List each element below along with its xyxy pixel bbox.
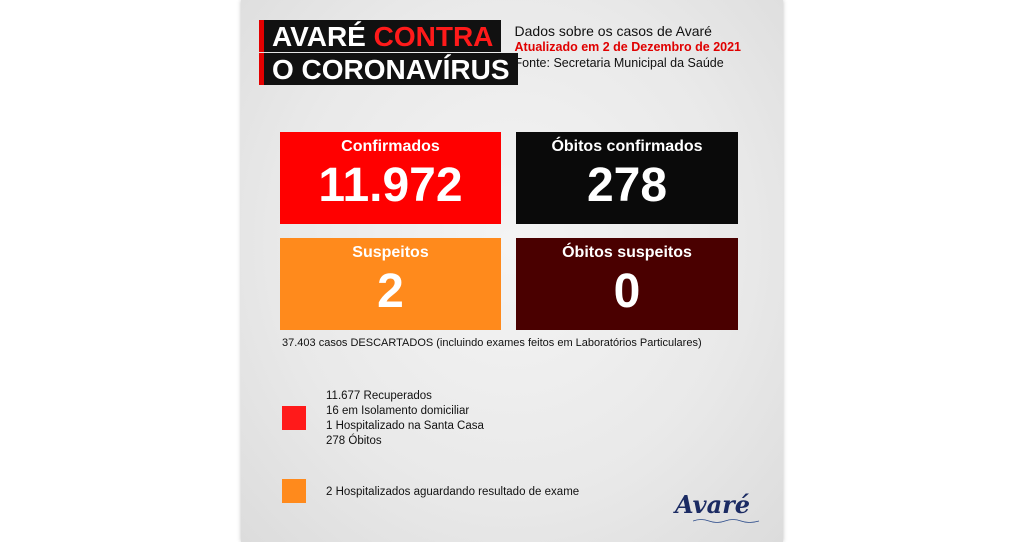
title-line-1 xyxy=(259,20,501,52)
confirmados-value: 11.972 xyxy=(318,159,463,212)
logo-wordmark: Avaré xyxy=(675,490,751,519)
suspeitos-box xyxy=(280,238,501,330)
title-line-2: O CORONAVÍRUS xyxy=(259,53,518,85)
infographic-card xyxy=(241,0,783,542)
obitos-suspeitos-label: Óbitos suspeitos xyxy=(562,244,692,261)
title-block xyxy=(259,20,518,85)
logo-slogan-scribble xyxy=(693,518,763,524)
obitos-confirmados-value: 278 xyxy=(586,159,668,212)
suspeitos-label: Suspeitos xyxy=(352,244,429,261)
suspect-legend-swatch xyxy=(282,479,306,503)
confirmados-box xyxy=(280,132,501,224)
list-item: 16 em Isolamento domiciliar xyxy=(326,405,470,417)
info-title: Dados sobre os casos de Avaré xyxy=(514,23,712,39)
list-item: 1 Hospitalizado na Santa Casa xyxy=(326,420,484,432)
obitos-confirmados-label: Óbitos confirmados xyxy=(551,138,703,155)
avare-logo xyxy=(671,488,771,530)
info-source: Fonte: Secretaria Municipal da Saúde xyxy=(514,56,724,70)
obitos-suspeitos-value: 0 xyxy=(613,265,641,318)
info-updated: Atualizado em 2 de Dezembro de 2021 xyxy=(514,40,741,54)
confirmed-legend-swatch xyxy=(282,406,306,430)
obitos-confirmados-box xyxy=(516,132,738,224)
title-contra: CONTRA xyxy=(373,21,494,52)
descartados-text: 37.403 casos DESCARTADOS (incluindo exames feitos em Laboratórios Particulares) xyxy=(282,337,702,349)
confirmados-label: Confirmados xyxy=(341,138,440,155)
list-item: 11.677 Recuperados xyxy=(326,390,432,402)
confirmed-breakdown-list xyxy=(326,389,484,449)
title-city: AVARÉ xyxy=(272,21,366,52)
suspect-breakdown-text: 2 Hospitalizados aguardando resultado de exame xyxy=(326,486,580,498)
obitos-suspeitos-box xyxy=(516,238,738,330)
suspeitos-value: 2 xyxy=(377,265,404,318)
list-item: 278 Óbitos xyxy=(326,435,382,447)
info-block xyxy=(515,23,741,71)
